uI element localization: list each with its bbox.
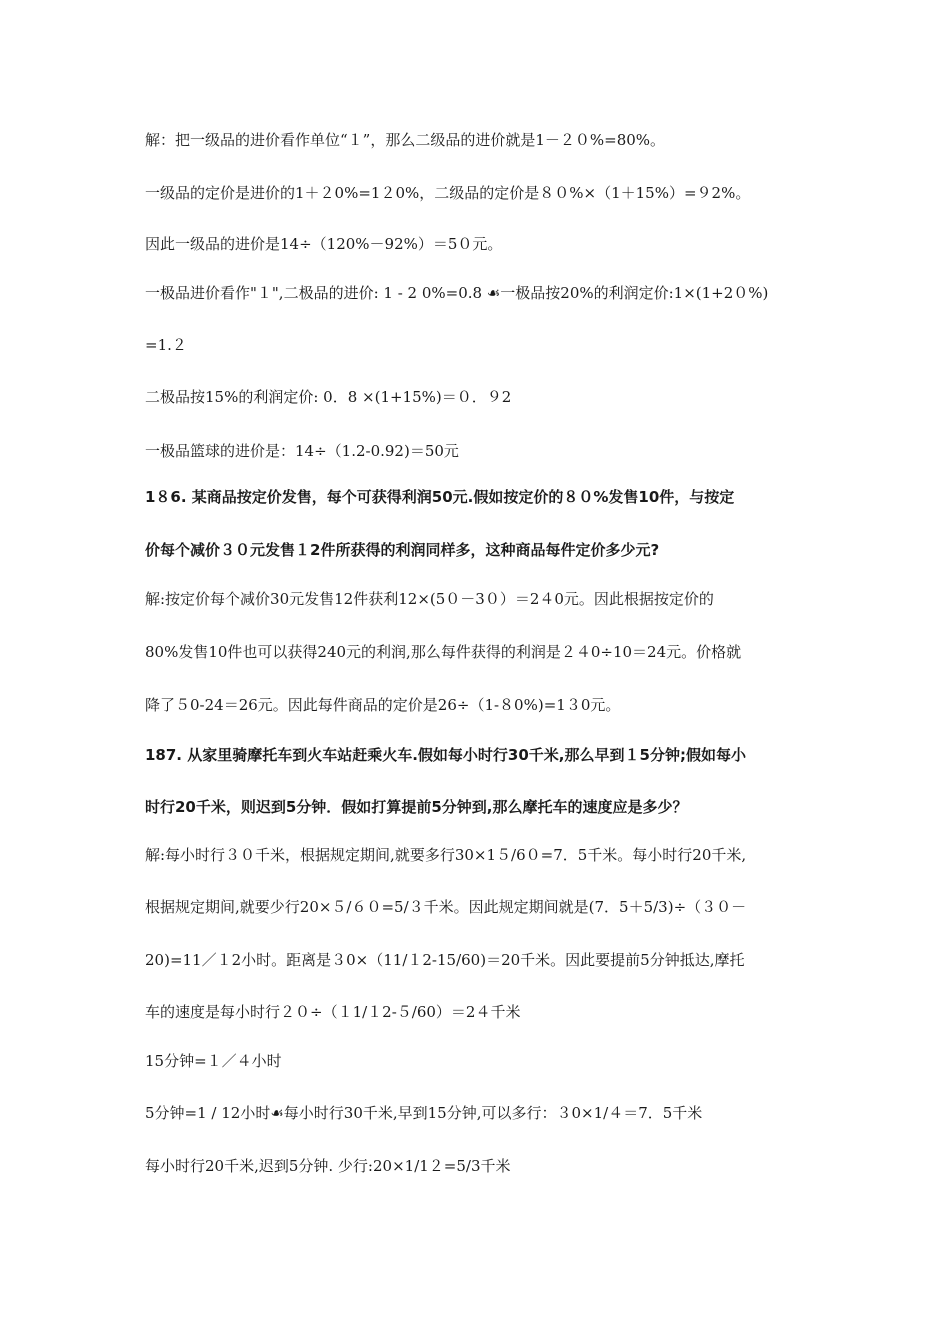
problem-187-line-1: 187. 从家里骑摩托车到火车站赶乘火车.假如每小时行30千米,那么早到１5分钟;假如每小 [145,746,746,764]
solution-186-line-3: 降了５0-24＝26元。因此每件商品的定价是26÷（1-８0%)=1３0元。 [145,696,621,714]
solution-line-2: 一级品的定价是进价的1＋２0%=1２0%，二级品的定价是８０%×（1＋15%）=９2%。 [145,184,751,202]
solution-187-line-3: 20)=11／１2小时。距离是３0×（11/１2-15/60)＝20千米。因此要提前5分钟抵达,摩托 [145,951,745,969]
solution-186-line-2: 80%发售10件也可以获得240元的利润,那么每件获得的利润是２４0÷10＝24元。价格就 [145,643,742,661]
alt-solution-line-4: 一极品篮球的进价是：14÷（1.2-0.92)＝50元 [145,442,459,460]
problem-186-line-2: 价每个减价３０元发售１2件所获得的利润同样多，这种商品每件定价多少元? [145,541,660,559]
note-187-line-3: 每小时行20千米,迟到5分钟. 少行:20×1/1２=5/3千米 [145,1157,511,1175]
note-187-line-2: 5分钟=1 / 12小时☙每小时行30千米,早到15分钟,可以多行：３0×1/４＝7．5千米 [145,1104,703,1122]
note-187-line-1: 15分钟=１／４小时 [145,1052,282,1070]
solution-line-1: 解：把一级品的进价看作单位“１”，那么二级品的进价就是1－２０%=80%。 [145,131,666,149]
alt-solution-line-1: 一极品进价看作"１",二极品的进价: 1 - 2 0%=0.8 ☙一极品按20%的利润定价:1×(1+2０%) [145,284,769,302]
solution-187-line-1: 解:每小时行３０千米，根据规定期间,就要多行30×1５/6０=7．5千米。每小时行20千米, [145,846,747,864]
solution-187-line-4: 车的速度是每小时行２０÷（１1/１2-５/60）＝2４千米 [145,1003,521,1021]
problem-187-line-2: 时行20千米，则迟到5分钟．假如打算提前5分钟到,那么摩托车的速度应是多少？ [145,798,688,816]
problem-186-line-1: 1８6. 某商品按定价发售，每个可获得利润50元.假如按定价的８０%发售10件，与按定 [145,488,735,506]
alt-solution-line-2: =1.２ [145,336,187,354]
alt-solution-line-3: 二极品按15%的利润定价: 0．8 ×(1+15%)＝０．９2 [145,388,512,406]
solution-187-line-2: 根据规定期间,就要少行20×５/６０=5/３千米。因此规定期间就是(7．5＋5/3)÷（３０－ [145,898,747,916]
solution-line-3: 因此一级品的进价是14÷（120%－92%）＝5０元。 [145,235,503,253]
solution-186-line-1: 解:按定价每个减价30元发售12件获利12×(5０－3０）＝2４0元。因此根据按定价的 [145,590,714,608]
